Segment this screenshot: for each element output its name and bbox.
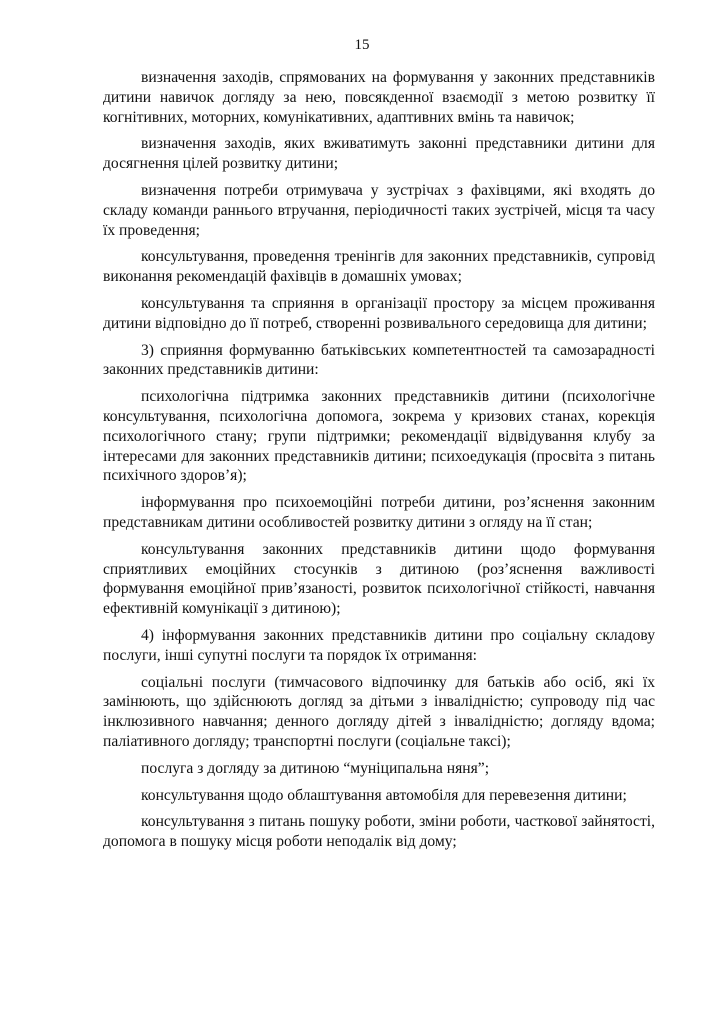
paragraph-8: інформування про психоемоційні потреби дитини, роз’яснення законним представникам дитини особливостей розвитку дитини з огляду на її стан; [103,494,655,531]
paragraph-9: консультування законних представників дитини щодо формування сприятливих емоційних стосунків з дитиною (роз’яснення важливості формування емоційної прив’язаності, розвиток психологічної стійкості, навчання ефективній комунікації з дитиною); [103,540,655,618]
paragraph-2: визначення заходів, яких вживатимуть законні представники дитини для досягнення цілей розвитку дитини; [103,135,655,173]
paragraph-12: послуга з догляду за дитиною “муніципальна няня”; [141,759,490,777]
paragraph-14: консультування з питань пошуку роботи, зміни роботи, часткової зайнятості, допомога в пошуку місця роботи неподалік від дому; [103,813,655,851]
list-item-4: 4) інформування законних представників дитини про соціальну складову послуги, інші супутні послуги та порядок їх отримання: [103,626,655,664]
paragraph-7: психологічна підтримка законних представників дитини (психологічне консультування, психологічна допомога, зокрема у кризових станах, корекція психологічного стану; групи підтримки; рекомендації відвідування клубу за інтересами для законних представників дитини; психоедукація (просвіта з питань психічного здоров’я); [103,388,655,485]
paragraph-1: визначення заходів, спрямованих на формування у законних представників дитини навичок догляду за нею, повсякденної взаємодії з метою розвитку її когнітивних, моторних, комунікативних, адаптивних вмінь та навичок; [103,69,655,126]
paragraph-13: консультування щодо облаштування автомобіля для перевезення дитини; [141,786,627,804]
paragraph-4: консультування, проведення тренінгів для законних представників, супровід виконання рекомендацій фахівців в домашніх умовах; [103,248,655,286]
list-item-3: 3) сприяння формуванню батьківських компетентностей та самозарадності законних представників дитини: [103,341,655,379]
paragraph-5: консультування та сприяння в організації простору за місцем проживання дитини відповідно до її потреб, створенні розвивального середовища для дитини; [103,294,655,332]
paragraph-11: соціальні послуги (тимчасового відпочинку для батьків або осіб, які їх замінюють, що здійснюють догляд за дітьми з інвалідністю; супроводу під час інклюзивного навчання; денного догляду дітей з інвалідністю; догляду вдома; паліативного догляду; транспортні послуги (соціальне таксі); [103,673,655,750]
page-number: 15 [354,37,370,53]
paragraph-3: визначення потреби отримувача у зустрічах з фахівцями, які входять до складу команди раннього втручання, періодичності таких зустрічей, місця та часу їх проведення; [103,181,655,239]
document-body [103,68,655,859]
